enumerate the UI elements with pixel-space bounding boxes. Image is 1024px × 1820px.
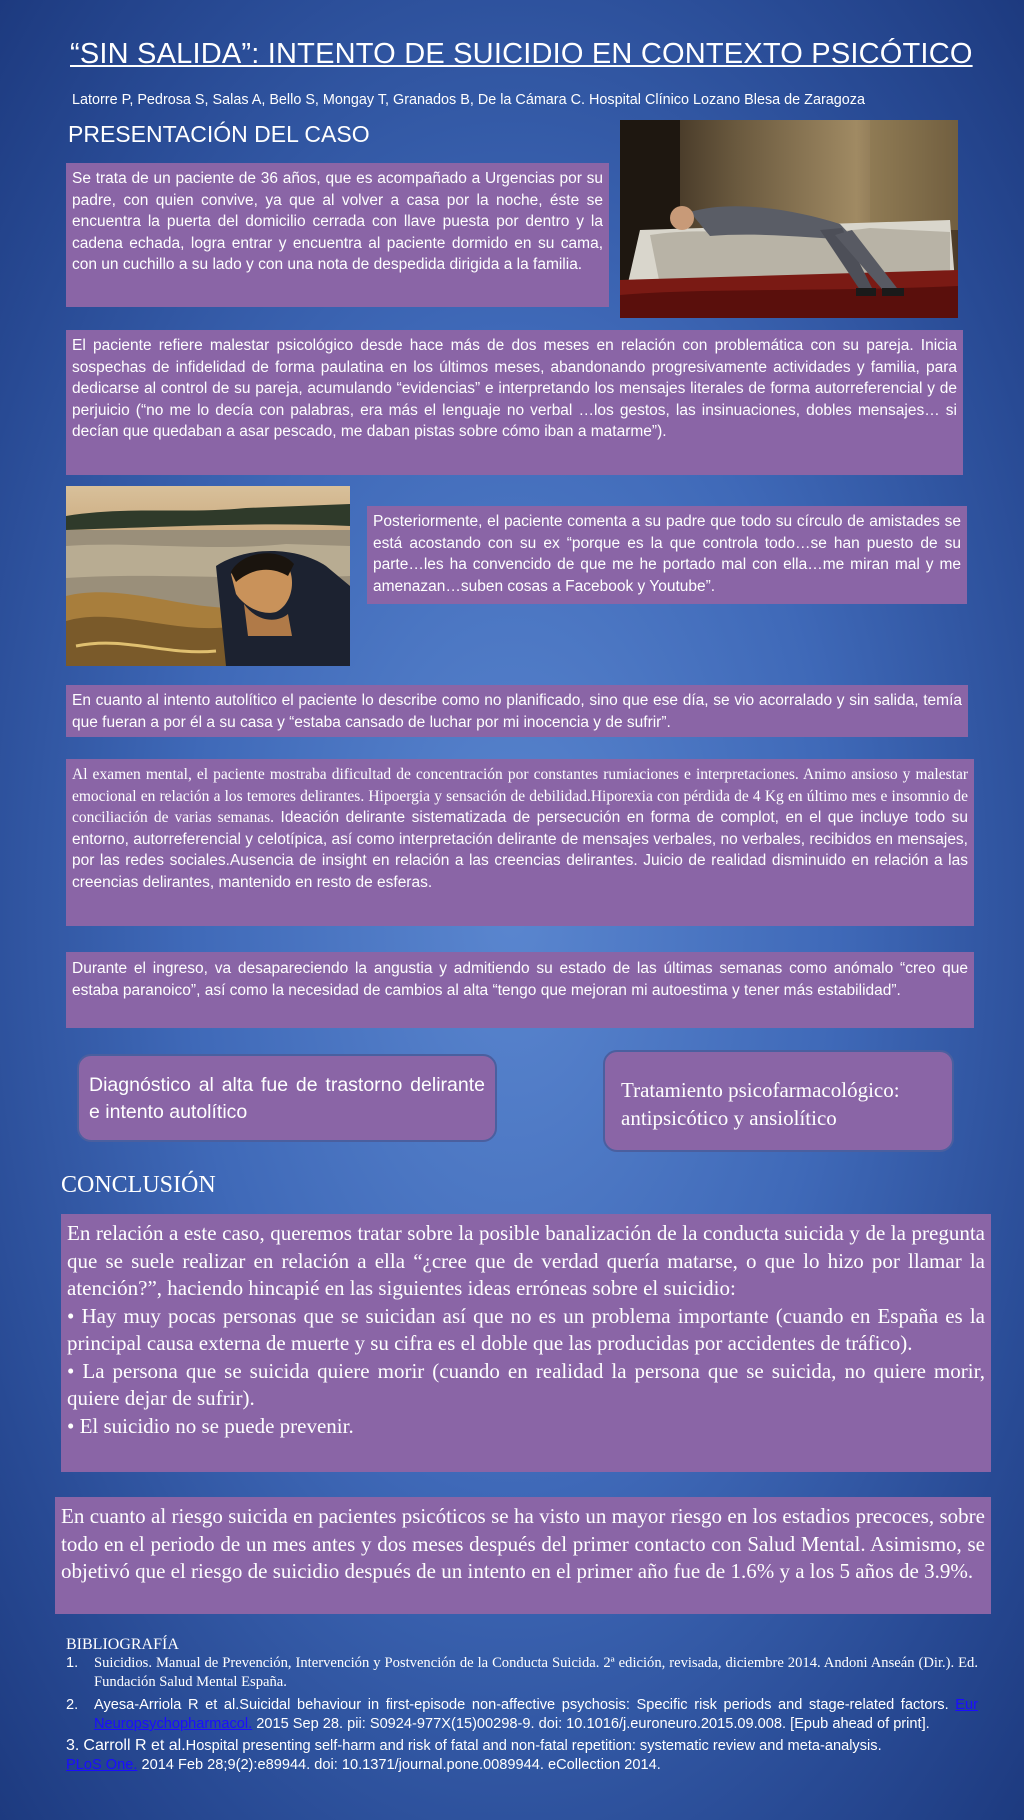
conclusion-bullet: • La persona que se suicida quiere morir (cuando en realidad la persona que se suicida, no quiere morir, quiere dejar de sufrir). xyxy=(67,1358,985,1410)
reference-number: 1. xyxy=(66,1655,79,1671)
conclusion-box xyxy=(61,1214,991,1472)
suicide-risk-box xyxy=(55,1497,991,1614)
diagnosis-box xyxy=(77,1054,497,1142)
reference-3-text: Hospital presenting self-harm and risk of fatal and non-fatal repetition: systematic review and meta-analysis. xyxy=(185,1738,882,1754)
authors-line: Latorre P, Pedrosa S, Salas A, Bello S, Mongay T, Granados B, De la Cámara C. Hospital Clínico Lozano Blesa de Zaragoza xyxy=(72,92,865,108)
reference-number: 3. xyxy=(66,1737,80,1754)
case-paragraph-4 xyxy=(66,685,968,737)
mental-exam-paragraph xyxy=(66,759,974,926)
admission-paragraph xyxy=(66,952,974,1028)
case-paragraph-2-text: El paciente refiere malestar psicológico desde hace más de dos meses en relación con problemática con su pareja. Inicia sospechas de infidelidad de forma paulatina en los últimos meses, abandonando progresivamente actividades y familia, para dedicarse al control de su pareja, acumulando “evidencias” e interpretando los mensajes literales de forma autorreferencial y de perjuicio (“no me lo decía con palabras, era más el lenguaje no verbal …los gestos, las insinuaciones, dobles mensajes… si decían que quedaban a asar pescado, me daban pistas sobre cómo iban a matarme”). xyxy=(72,337,957,440)
case-paragraph-2 xyxy=(66,330,963,475)
mental-exam-text-part1: Al examen mental, el paciente mostraba dificultad de concentración por constantes rumiaciones e interpretaciones. Animo ansioso y malestar emocional en relación a los temores delirantes. Hipoergia y sensación de debilidad.Hiporexia con pérdida de 4 Kg en último mes e insomnio de conciliación de varias semanas. xyxy=(72,766,968,826)
reference-2-text: Ayesa-Arriola R et al.Suicidal behaviour in first-episode non-affective psychosis: Specific risk periods and stage-related factors. xyxy=(94,1697,956,1713)
case-paragraph-1-text: Se trata de un paciente de 36 años, que es acompañado a Urgencias por su padre, con quien convive, ya que al volver a casa por la noche, éste se encuentra la puerta del domicilio cerrada con llave puesta por dentro y la cadena echada, logra entrar y encuentra al paciente dormido en su cama, con un cuchillo a su lado y con una nota de despedida dirigida a la familia. xyxy=(72,170,603,273)
reference-3-text-rest: 2014 Feb 28;9(2):e89944. doi: 10.1371/journal.pone.0089944. eCollection 2014. xyxy=(137,1757,661,1773)
diagnosis-text: Diagnóstico al alta fue de trastorno delirante e intento autolítico xyxy=(89,1074,485,1123)
mental-exam-text xyxy=(72,764,968,893)
reference-1 xyxy=(66,1654,978,1692)
case-paragraph-1 xyxy=(66,163,609,307)
case-paragraph-4-text: En cuanto al intento autolítico el paciente lo describe como no planificado, sino que ese día, se vio acorralado y sin salida, temía que fueran a por él a su casa y “estaba cansado de luchar por mi inocencia y de sufrir”. xyxy=(72,692,962,731)
section-heading-bibliography: BIBLIOGRAFÍA xyxy=(66,1636,179,1653)
section-heading-presentacion: PRESENTACIÓN DEL CASO xyxy=(68,121,370,147)
treatment-box xyxy=(603,1050,954,1152)
conclusion-bullet: • El suicidio no se puede prevenir. xyxy=(67,1413,354,1438)
reference-1-text: Suicidios. Manual de Prevención, Intervención y Postvención de la Conducta Suicida. 2ª edición, revisada, diciembre 2014. Andoni Anseán (Dir.). Ed. Fundación Salud Mental España. xyxy=(94,1655,978,1690)
conclusion-intro: En relación a este caso, queremos tratar sobre la posible banalización de la conducta suicida y de la pregunta que se suele realizar en relación a ella “¿cree que de verdad quería matarse, o que lo hizo por llamar la atención?”, haciendo hincapié en las siguientes ideas erróneas sobre el suicidio: xyxy=(67,1221,985,1300)
case-paragraph-3 xyxy=(367,506,967,604)
case-paragraph-3-text: Posteriormente, el paciente comenta a su padre que todo su círculo de amistades se está acostando con su ex “porque es la que controla todo…se han puesto de su parte…les ha convencido de que me he portado mal con ella…me miran mal y me amenazan…suben cosas a Facebook y Youtube”. xyxy=(373,513,961,595)
journal-link-plos-one[interactable]: PLoS One. xyxy=(66,1757,138,1773)
reference-number: 2. xyxy=(66,1697,79,1713)
section-heading-conclusion: CONCLUSIÓN xyxy=(61,1172,216,1198)
bibliography-list xyxy=(66,1654,978,1775)
poster-title: “SIN SALIDA”: INTENTO DE SUICIDIO EN CONTEXTO PSICÓTICO xyxy=(70,38,973,70)
admission-paragraph-text: Durante el ingreso, va desapareciendo la angustia y admitiendo su estado de las últimas semanas como anómalo “creo que estaba paranoico”, así como la necesidad de cambios al alta “tengo que mejoran mi autoestima y tener más estabilidad”. xyxy=(72,960,968,999)
reference-3-author: Carroll R et al. xyxy=(83,1737,186,1754)
journal-link-eur-neuropsychopharmacol[interactable]: Eur Neuropsychopharmacol. xyxy=(94,1697,978,1732)
reference-3 xyxy=(66,1736,978,1775)
reference-2-text-rest: 2015 Sep 28. pii: S0924-977X(15)00298-9. doi: 10.1016/j.euroneuro.2015.09.008. [Epub ahead of print]. xyxy=(252,1716,930,1732)
suicide-risk-text: En cuanto al riesgo suicida en pacientes psicóticos se ha visto un mayor riesgo en los estadios precoces, sobre todo en el periodo de un mes antes y dos meses después del primer contacto con Salud Mental. Asimismo, se objetivó que el riesgo de suicidio después de un intento en el primer año fue de 1.6% y a los 5 años de 3.9%. xyxy=(61,1504,985,1583)
treatment-text: Tratamiento psicofarmacológico: antipsicótico y ansiolítico xyxy=(621,1078,900,1130)
reference-2 xyxy=(66,1696,978,1734)
painting-melancholy-man xyxy=(66,486,350,666)
mental-exam-text-part2: Ideación delirante sistematizada de persecución en forma de complot, en el que incluye todo su entorno, autorreferencial y celotípica, así como interpretación delirante de mensajes verbales, no verbales, recibidos en mensajes, por las redes sociales.Ausencia de insight en relación a las creencias delirantes. Juicio de realidad disminuido en relación a las creencias delirantes, mantenido en resto de esferas. xyxy=(72,809,968,891)
painting-man-on-bed xyxy=(620,120,958,318)
conclusion-bullet: • Hay muy pocas personas que se suicidan así que no es un problema importante (cuando en España es la principal causa externa de muerte y su cifra es el doble que las producidas por accidentes de tráfico). xyxy=(67,1303,985,1355)
